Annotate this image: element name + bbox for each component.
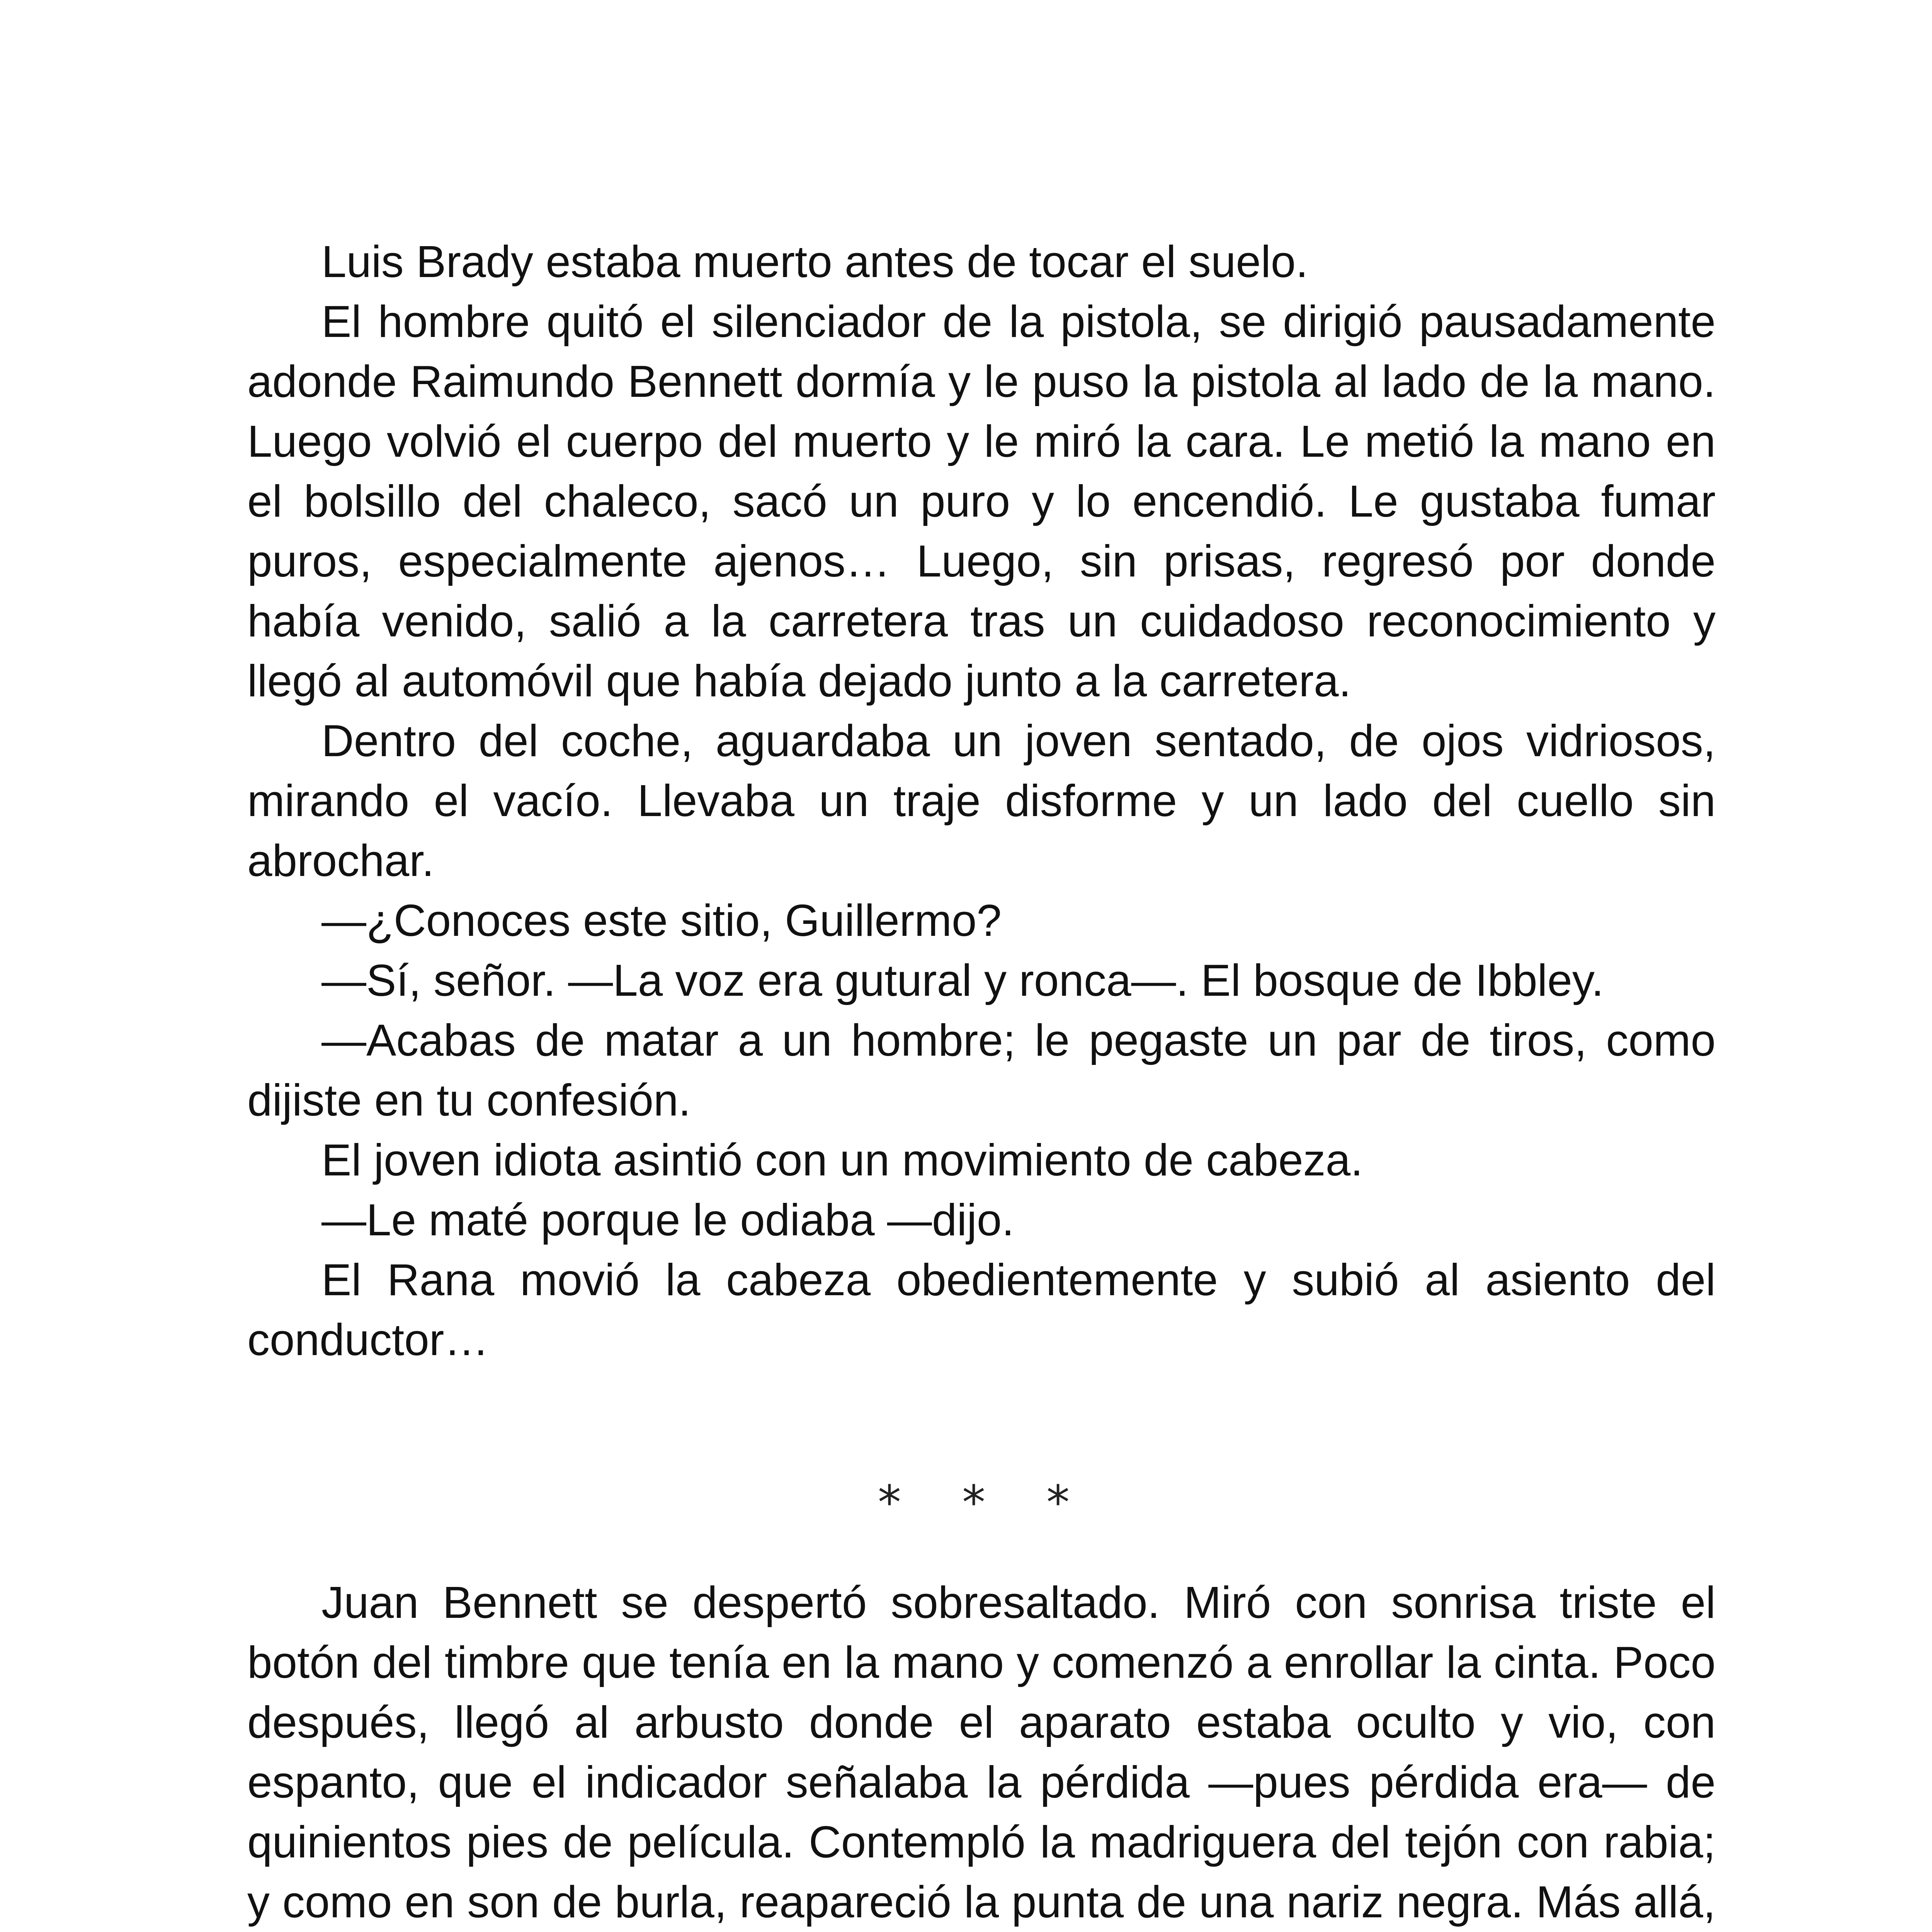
text-section-after-break	[247, 1573, 1716, 1932]
paragraph: Luis Brady estaba muerto antes de tocar el suelo.	[321, 236, 1308, 287]
text-section-before-break	[247, 232, 1716, 1370]
paragraph: Dentro del coche, aguardaba un joven sentado, de ojos vidriosos, mirando el vacío. Llevaba un traje disforme y un lado del cuello sin abrochar.	[247, 716, 1716, 886]
scene-break-separator: * * *	[878, 1476, 1093, 1530]
dialogue-line: —Acabas de matar a un hombre; le pegaste un par de tiros, como dijiste en tu confesión.	[247, 1015, 1716, 1125]
paragraph: El hombre quitó el silenciador de la pistola, se dirigió pausadamente adonde Raimundo Bennett dormía y le puso la pistola al lado de la mano. Luego volvió el cuerpo del muerto y le miró la cara. Le metió la mano en el bolsillo del chaleco, sacó un puro y lo encendió. Le gustaba fumar puros, especialmente ajenos… Luego, sin prisas, regresó por donde había venido, salió a la carretera tras un cuidadoso reconocimiento y llegó al automóvil que había dejado junto a la carretera.	[247, 296, 1716, 706]
paragraph: El Rana movió la cabeza obedientemente y subió al asiento del conductor…	[247, 1255, 1716, 1365]
paragraph: El joven idiota asintió con un movimiento de cabeza.	[321, 1135, 1363, 1185]
paragraph: Juan Bennett se despertó sobresaltado. Miró con sonrisa triste el botón del timbre que tenía en la mano y comenzó a enrollar la cinta. Poco después, llegó al arbusto donde el aparato estaba oculto y vio, con espanto, que el indicador señalaba la pérdida —pues pérdida era— de quinientos pies de película. Contempló la madriguera del tejón con rabia; y como en son de burla, reapareció la punta de una nariz negra. Más allá,	[247, 1577, 1716, 1927]
dialogue-line: —Le maté porque le odiaba —dijo.	[321, 1195, 1014, 1245]
dialogue-line: —Sí, señor. —La voz era gutural y ronca—. El bosque de Ibbley.	[321, 955, 1604, 1005]
dialogue-line: —¿Conoces este sitio, Guillermo?	[321, 895, 1002, 946]
